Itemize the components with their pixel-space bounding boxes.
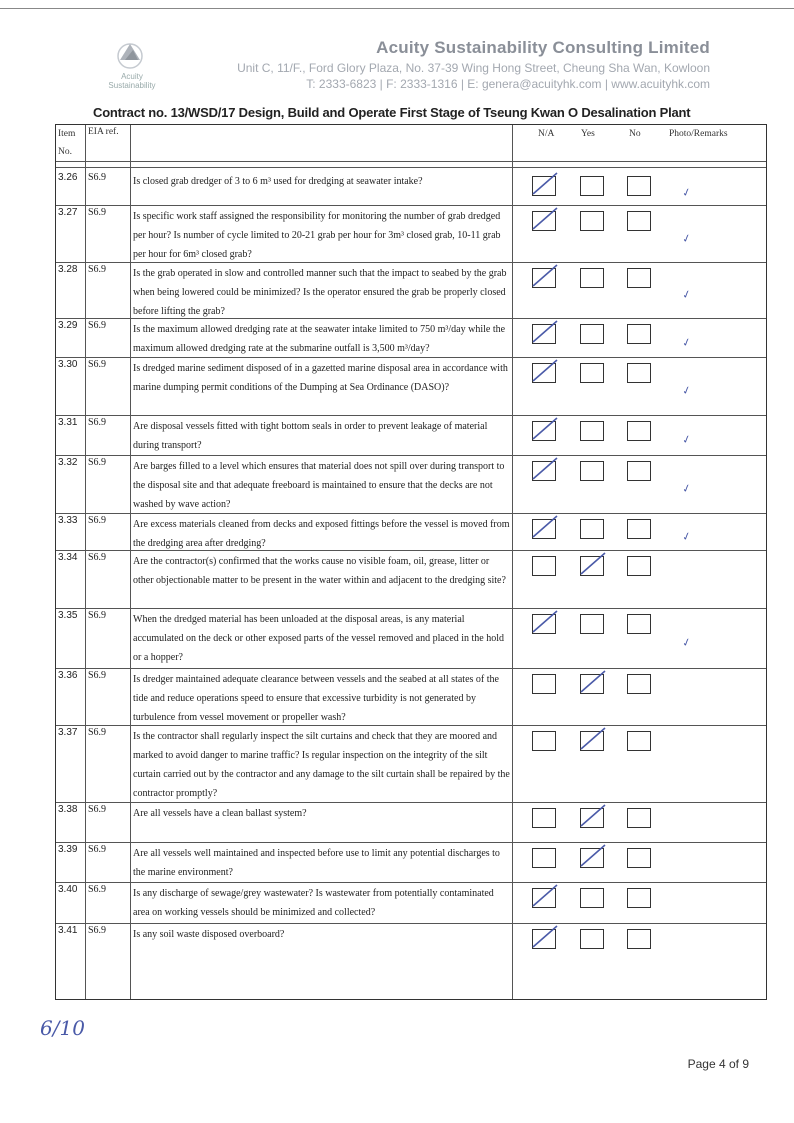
header-na: N/A xyxy=(538,129,555,139)
checkbox-no[interactable] xyxy=(627,556,651,576)
top-rule xyxy=(0,8,794,9)
checkbox-yes[interactable] xyxy=(580,461,604,481)
question-text: Is closed grab dredger of 3 to 6 m³ used for dredging at seawater intake? xyxy=(133,176,423,187)
check-mark-stroke xyxy=(530,513,560,541)
check-mark-stroke xyxy=(530,455,560,483)
row-divider xyxy=(56,262,766,263)
question-text: Are all vessels well maintained and inspected before use to limit any potential discharges to the marine environment? xyxy=(133,848,500,878)
item-number: 3.39 xyxy=(58,844,78,855)
eia-ref: S6.9 xyxy=(88,207,107,218)
row-divider xyxy=(56,415,766,416)
question-text: Is the maximum allowed dredging rate at the seawater intake limited to 750 m³/day while the maximum allowed dredging rate at the submarine outfall is 3,500 m³/day? xyxy=(133,324,506,354)
remark-tick-icon: ✓ xyxy=(680,432,693,447)
checkbox-yes[interactable] xyxy=(580,421,604,441)
eia-ref: S6.9 xyxy=(88,925,107,936)
remark-tick-icon: ✓ xyxy=(680,383,693,398)
col-divider xyxy=(130,125,131,999)
check-mark-stroke xyxy=(530,923,560,951)
question-text: Is dredger maintained adequate clearance between vessels and the seabed at all states of the tide and reduce operations speed to ensure that excessive turbidity is not generated by turbulence from vessel movement or propeller wash? xyxy=(133,674,499,723)
eia-ref: S6.9 xyxy=(88,359,107,370)
question-text: When the dredged material has been unloaded at the disposal areas, is any material accumulated on the deck or other exposed parts of the vessel removed and placed in the hold or a hopper? xyxy=(133,614,504,663)
check-mark-stroke xyxy=(530,318,560,346)
logo-wordmark: Acuity Sustainability xyxy=(108,72,156,90)
header-rule xyxy=(56,161,766,162)
item-number: 3.33 xyxy=(58,515,78,526)
page-number: Page 4 of 9 xyxy=(687,1057,749,1071)
check-mark-stroke xyxy=(530,262,560,290)
checkbox-no[interactable] xyxy=(627,324,651,344)
header-eia-ref: EIA ref. xyxy=(88,127,119,137)
check-mark-stroke xyxy=(578,550,608,578)
checkbox-no[interactable] xyxy=(627,363,651,383)
question-text: Is dredged marine sediment disposed of in a gazetted marine disposal area in accordance with marine dumping permit conditions of the Dumping at Sea Ordinance (DASO)? xyxy=(133,363,508,393)
check-mark-stroke xyxy=(578,725,608,753)
checkbox-na[interactable] xyxy=(532,731,556,751)
remark-tick-icon: ✓ xyxy=(680,230,693,246)
row-divider xyxy=(56,668,766,669)
question-text: Is the contractor shall regularly inspect the silt curtains and check that they are moored and marked to avoid danger to marine traffic? Is regular inspection on the integrity of the silt curtain carried out by the contractor and any damage to the silt curtain shall be repaired by the contractor promptly? xyxy=(133,731,510,799)
eia-ref: S6.9 xyxy=(88,804,107,815)
row-divider xyxy=(56,842,766,843)
checkbox-na[interactable] xyxy=(532,556,556,576)
checkbox-yes[interactable] xyxy=(580,929,604,949)
eia-ref: S6.9 xyxy=(88,670,107,681)
eia-ref: S6.9 xyxy=(88,610,107,621)
row-divider xyxy=(56,550,766,551)
header-rule xyxy=(56,167,766,168)
row-divider xyxy=(56,882,766,883)
eia-ref: S6.9 xyxy=(88,552,107,563)
col-divider xyxy=(85,125,86,999)
row-divider xyxy=(56,205,766,206)
checkbox-na[interactable] xyxy=(532,674,556,694)
item-number: 3.26 xyxy=(58,172,78,183)
checkbox-no[interactable] xyxy=(627,929,651,949)
check-mark-stroke xyxy=(530,608,560,636)
header-no: No. xyxy=(58,147,72,157)
question-text: Are all vessels have a clean ballast system? xyxy=(133,808,307,819)
eia-ref: S6.9 xyxy=(88,884,107,895)
item-number: 3.28 xyxy=(58,264,78,275)
row-divider xyxy=(56,923,766,924)
eia-ref: S6.9 xyxy=(88,844,107,855)
checkbox-yes[interactable] xyxy=(580,176,604,196)
company-header xyxy=(237,38,710,91)
question-text: Is any discharge of sewage/grey wastewater? Is wastewater from potentially contaminated area on working vessels should be minimized and collected? xyxy=(133,888,494,918)
header-item: Item xyxy=(58,129,76,139)
eia-ref: S6.9 xyxy=(88,727,107,738)
checkbox-no[interactable] xyxy=(627,808,651,828)
checkbox-no[interactable] xyxy=(627,211,651,231)
remark-tick-icon: ✓ xyxy=(680,287,693,302)
check-mark-stroke xyxy=(530,882,560,910)
header-photo-remarks: Photo/Remarks xyxy=(669,129,728,139)
header-yes: Yes xyxy=(581,129,595,139)
question-text: Is the grab operated in slow and controlled manner such that the impact to seabed by the grab when being lowered could be minimized? Is the operator ensured the grab be properly closed before lifting the grab? xyxy=(133,268,507,317)
company-address: Unit C, 11/F., Ford Glory Plaza, No. 37-39 Wing Hong Street, Cheung Sha Wan, Kowloon xyxy=(237,61,710,75)
item-number: 3.30 xyxy=(58,359,78,370)
eia-ref: S6.9 xyxy=(88,320,107,331)
checkbox-yes[interactable] xyxy=(580,363,604,383)
item-number: 3.40 xyxy=(58,884,78,895)
question-text: Are the contractor(s) confirmed that the works cause no visible foam, oil, grease, litter or other objectionable matter to be present in the water within and adjacent to the dredging site? xyxy=(133,556,506,586)
item-number: 3.31 xyxy=(58,417,78,428)
checkbox-no[interactable] xyxy=(627,614,651,634)
contract-title: Contract no. 13/WSD/17 Design, Build and Operate First Stage of Tseung Kwan O Desalination Plant xyxy=(93,105,691,120)
check-mark-stroke xyxy=(578,802,608,830)
row-divider xyxy=(56,608,766,609)
row-divider xyxy=(56,802,766,803)
row-divider xyxy=(56,318,766,319)
question-text: Are excess materials cleaned from decks and exposed fittings before the vessel is moved from the dredging area after dredging? xyxy=(133,519,510,549)
remark-tick-icon: ✓ xyxy=(680,481,693,496)
remark-tick-icon: ✓ xyxy=(680,334,693,350)
header-no-col: No xyxy=(629,129,641,139)
checkbox-yes[interactable] xyxy=(580,211,604,231)
item-number: 3.32 xyxy=(58,457,78,468)
checkbox-na[interactable] xyxy=(532,848,556,868)
eia-ref: S6.9 xyxy=(88,264,107,275)
checkbox-na[interactable] xyxy=(532,808,556,828)
item-number: 3.36 xyxy=(58,670,78,681)
item-number: 3.35 xyxy=(58,610,78,621)
checkbox-no[interactable] xyxy=(627,731,651,751)
col-divider xyxy=(512,125,513,999)
eia-ref: S6.9 xyxy=(88,457,107,468)
eia-ref: S6.9 xyxy=(88,515,107,526)
check-mark-stroke xyxy=(578,842,608,870)
check-mark-stroke xyxy=(530,170,560,198)
checkbox-no[interactable] xyxy=(627,848,651,868)
checklist-table xyxy=(55,124,767,1000)
check-mark-stroke xyxy=(530,205,560,233)
item-number: 3.37 xyxy=(58,727,78,738)
remark-tick-icon: ✓ xyxy=(680,635,693,650)
eia-ref: S6.9 xyxy=(88,172,107,183)
checkbox-no[interactable] xyxy=(627,888,651,908)
company-name: Acuity Sustainability Consulting Limited xyxy=(376,38,710,57)
check-mark-stroke xyxy=(578,668,608,696)
item-number: 3.29 xyxy=(58,320,78,331)
remark-tick-icon: ✓ xyxy=(680,184,693,200)
checkbox-yes[interactable] xyxy=(580,614,604,634)
checkbox-no[interactable] xyxy=(627,176,651,196)
checkbox-no[interactable] xyxy=(627,421,651,441)
company-contact: T: 2333-6823 | F: 2333-1316 | E: genera@acuityhk.com | www.acuityhk.com xyxy=(306,77,710,91)
row-divider xyxy=(56,513,766,514)
checkbox-no[interactable] xyxy=(627,268,651,288)
handwritten-score: 6/10 xyxy=(40,1016,85,1040)
checkbox-no[interactable] xyxy=(627,674,651,694)
checkbox-no[interactable] xyxy=(627,519,651,539)
check-mark-stroke xyxy=(530,357,560,385)
row-divider xyxy=(56,455,766,456)
item-number: 3.38 xyxy=(58,804,78,815)
checkbox-yes[interactable] xyxy=(580,519,604,539)
checkbox-yes[interactable] xyxy=(580,888,604,908)
question-text: Are barges filled to a level which ensures that material does not spill over during transport to the disposal site and that adequate freeboard is maintained to ensure that the decks are not washed by wave action? xyxy=(133,461,505,510)
item-number: 3.34 xyxy=(58,552,78,563)
question-text: Is any soil waste disposed overboard? xyxy=(133,929,285,940)
remark-tick-icon: ✓ xyxy=(680,528,693,544)
question-text: Are disposal vessels fitted with tight bottom seals in order to prevent leakage of material during transport? xyxy=(133,421,488,451)
row-divider xyxy=(56,725,766,726)
checkbox-yes[interactable] xyxy=(580,268,604,288)
eia-ref: S6.9 xyxy=(88,417,107,428)
checkbox-yes[interactable] xyxy=(580,324,604,344)
check-mark-stroke xyxy=(530,415,560,443)
row-divider xyxy=(56,357,766,358)
item-number: 3.41 xyxy=(58,925,78,936)
item-number: 3.27 xyxy=(58,207,78,218)
question-text: Is specific work staff assigned the responsibility for monitoring the number of grab dredged per hour? Is number of cycle limited to 20-21 grab per hour for 3m³ closed grab, 10-11 grab per hour for 6m³ closed grab? xyxy=(133,211,501,260)
checkbox-no[interactable] xyxy=(627,461,651,481)
